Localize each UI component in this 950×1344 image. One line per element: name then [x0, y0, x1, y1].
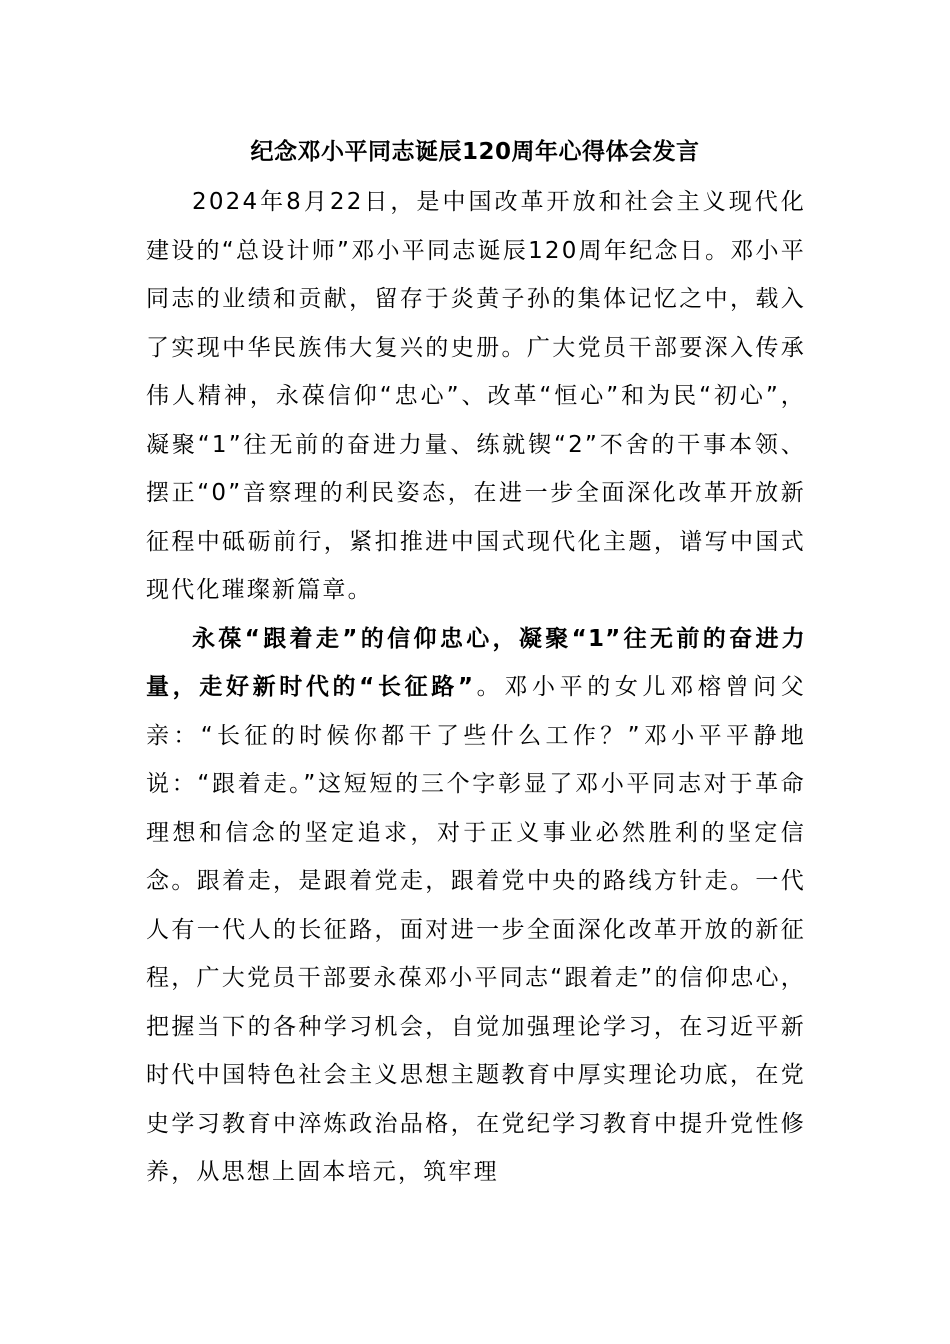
paragraph-section-1 [146, 615, 806, 1197]
document-body [146, 178, 806, 1197]
document-title: 纪念邓小平同志诞辰120周年心得体会发言 [250, 139, 700, 165]
paragraph-section-1-text: 。邓小平的女儿邓榕曾问父亲：“长征的时候你都干了些什么工作？”邓小平平静地说：“跟着走。”这短短的三个字彰显了邓小平同志对于革命理想和信念的坚定追求，对于正义事业必然胜利的坚定信念。跟着走，是跟着党走，跟着党中央的路线方针走。一代人有一代人的长征路，面对进一步全面深化改革开放的新征程，广大党员干部要永葆邓小平同志“跟着走”的信仰忠心，把握当下的各种学习机会，自觉加强理论学习，在习近平新时代中国特色社会主义思想主题教育中厚实理论功底，在党史学习教育中淬炼政治品格，在党纪学习教育中提升党性修养，从思想上固本培元，筑牢理 [146, 674, 806, 1185]
paragraph-section-1-heading: 永葆“跟着走”的信仰忠心，凝聚“1”往无前的奋进力量，走好新时代的“长征路” [146, 625, 806, 700]
paragraph-intro [146, 178, 806, 615]
paragraph-intro-text: 2024年8月22日，是中国改革开放和社会主义现代化建设的“总设计师”邓小平同志诞辰120周年纪念日。邓小平同志的业绩和贡献，留存于炎黄子孙的集体记忆之中，载入了实现中华民族伟大复兴的史册。广大党员干部要深入传承伟人精神，永葆信仰“忠心”、改革“恒心”和为民“初心”，凝聚“1”往无前的奋进力量、练就锲“2”不舍的干事本领、摆正“0”音察理的利民姿态，在进一步全面深化改革开放新征程中砥砺前行，紧扣推进中国式现代化主题，谱写中国式现代化璀璨新篇章。 [146, 189, 806, 603]
